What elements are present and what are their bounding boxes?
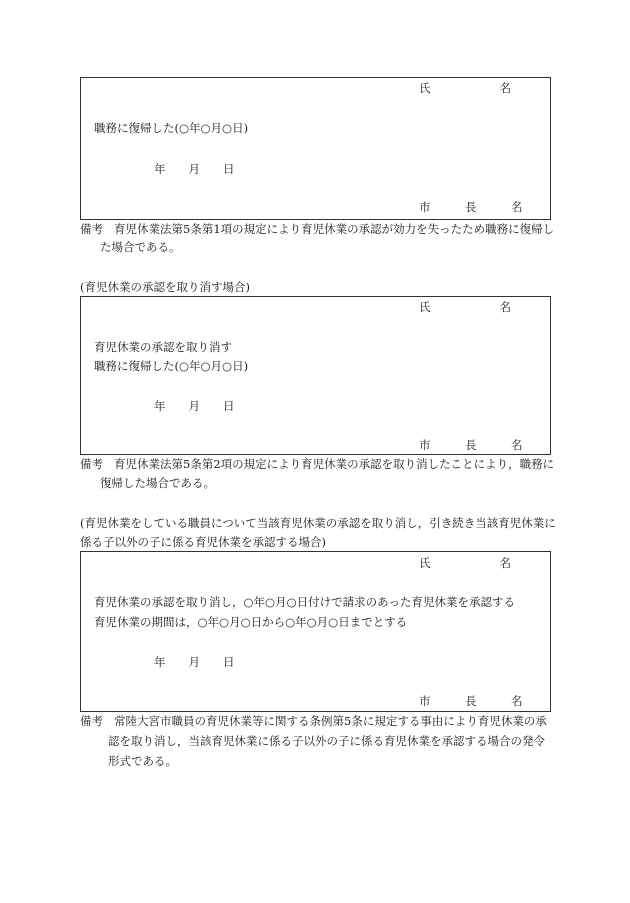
signer-line: 市 長 名 xyxy=(419,438,523,452)
note-label: 備考 xyxy=(80,222,103,236)
note-line: た場合である。 xyxy=(100,240,181,254)
date-line: 年 月 日 xyxy=(154,162,235,176)
section-caption: 係る子以外の子に係る育児休業を承認する場合) xyxy=(80,535,326,549)
note-label: 備考 xyxy=(80,714,103,728)
signer-line: 市 長 名 xyxy=(419,694,523,708)
body-line: 職務に復帰した(○年○月○日) xyxy=(94,121,249,135)
body-line: 育児休業の承認を取り消す xyxy=(94,340,232,354)
name-field-label: 氏 名 xyxy=(419,556,511,570)
note-line: 育児休業法第5条第2項の規定により育児休業の承認を取り消したことにより，職務に xyxy=(114,457,555,471)
date-line: 年 月 日 xyxy=(154,655,235,669)
date-line: 年 月 日 xyxy=(154,399,235,413)
form-box-2 xyxy=(80,296,551,455)
section-caption: (育児休業をしている職員について当該育児休業の承認を取り消し，引き続き当該育児休業に xyxy=(80,516,556,530)
note-line: 常陸大宮市職員の育児休業等に関する条例第5条に規定する事由により育児休業の承 xyxy=(114,714,547,728)
note-line: 形式である。 xyxy=(108,754,177,768)
body-line: 育児休業の承認を取り消し，○年○月○日付けで請求のあった育児休業を承認する xyxy=(94,595,515,609)
form-box-3 xyxy=(80,551,551,712)
note-line: 育児休業法第5条第1項の規定により育児休業の承認が効力を失ったため職務に復帰し xyxy=(114,222,555,236)
section-caption: (育児休業の承認を取り消す場合) xyxy=(80,280,250,294)
name-field-label: 氏 名 xyxy=(419,81,511,95)
body-line: 職務に復帰した(○年○月○日) xyxy=(94,359,249,373)
body-line: 育児休業の期間は，○年○月○日から○年○月○日までとする xyxy=(94,615,408,629)
note-line: 認を取り消し，当該育児休業に係る子以外の子に係る育児休業を承認する場合の発令 xyxy=(108,734,545,748)
signer-line: 市 長 名 xyxy=(419,200,523,214)
form-box-1 xyxy=(80,77,551,220)
note-line: 復帰した場合である。 xyxy=(100,476,215,490)
name-field-label: 氏 名 xyxy=(419,300,511,314)
note-label: 備考 xyxy=(80,457,103,471)
